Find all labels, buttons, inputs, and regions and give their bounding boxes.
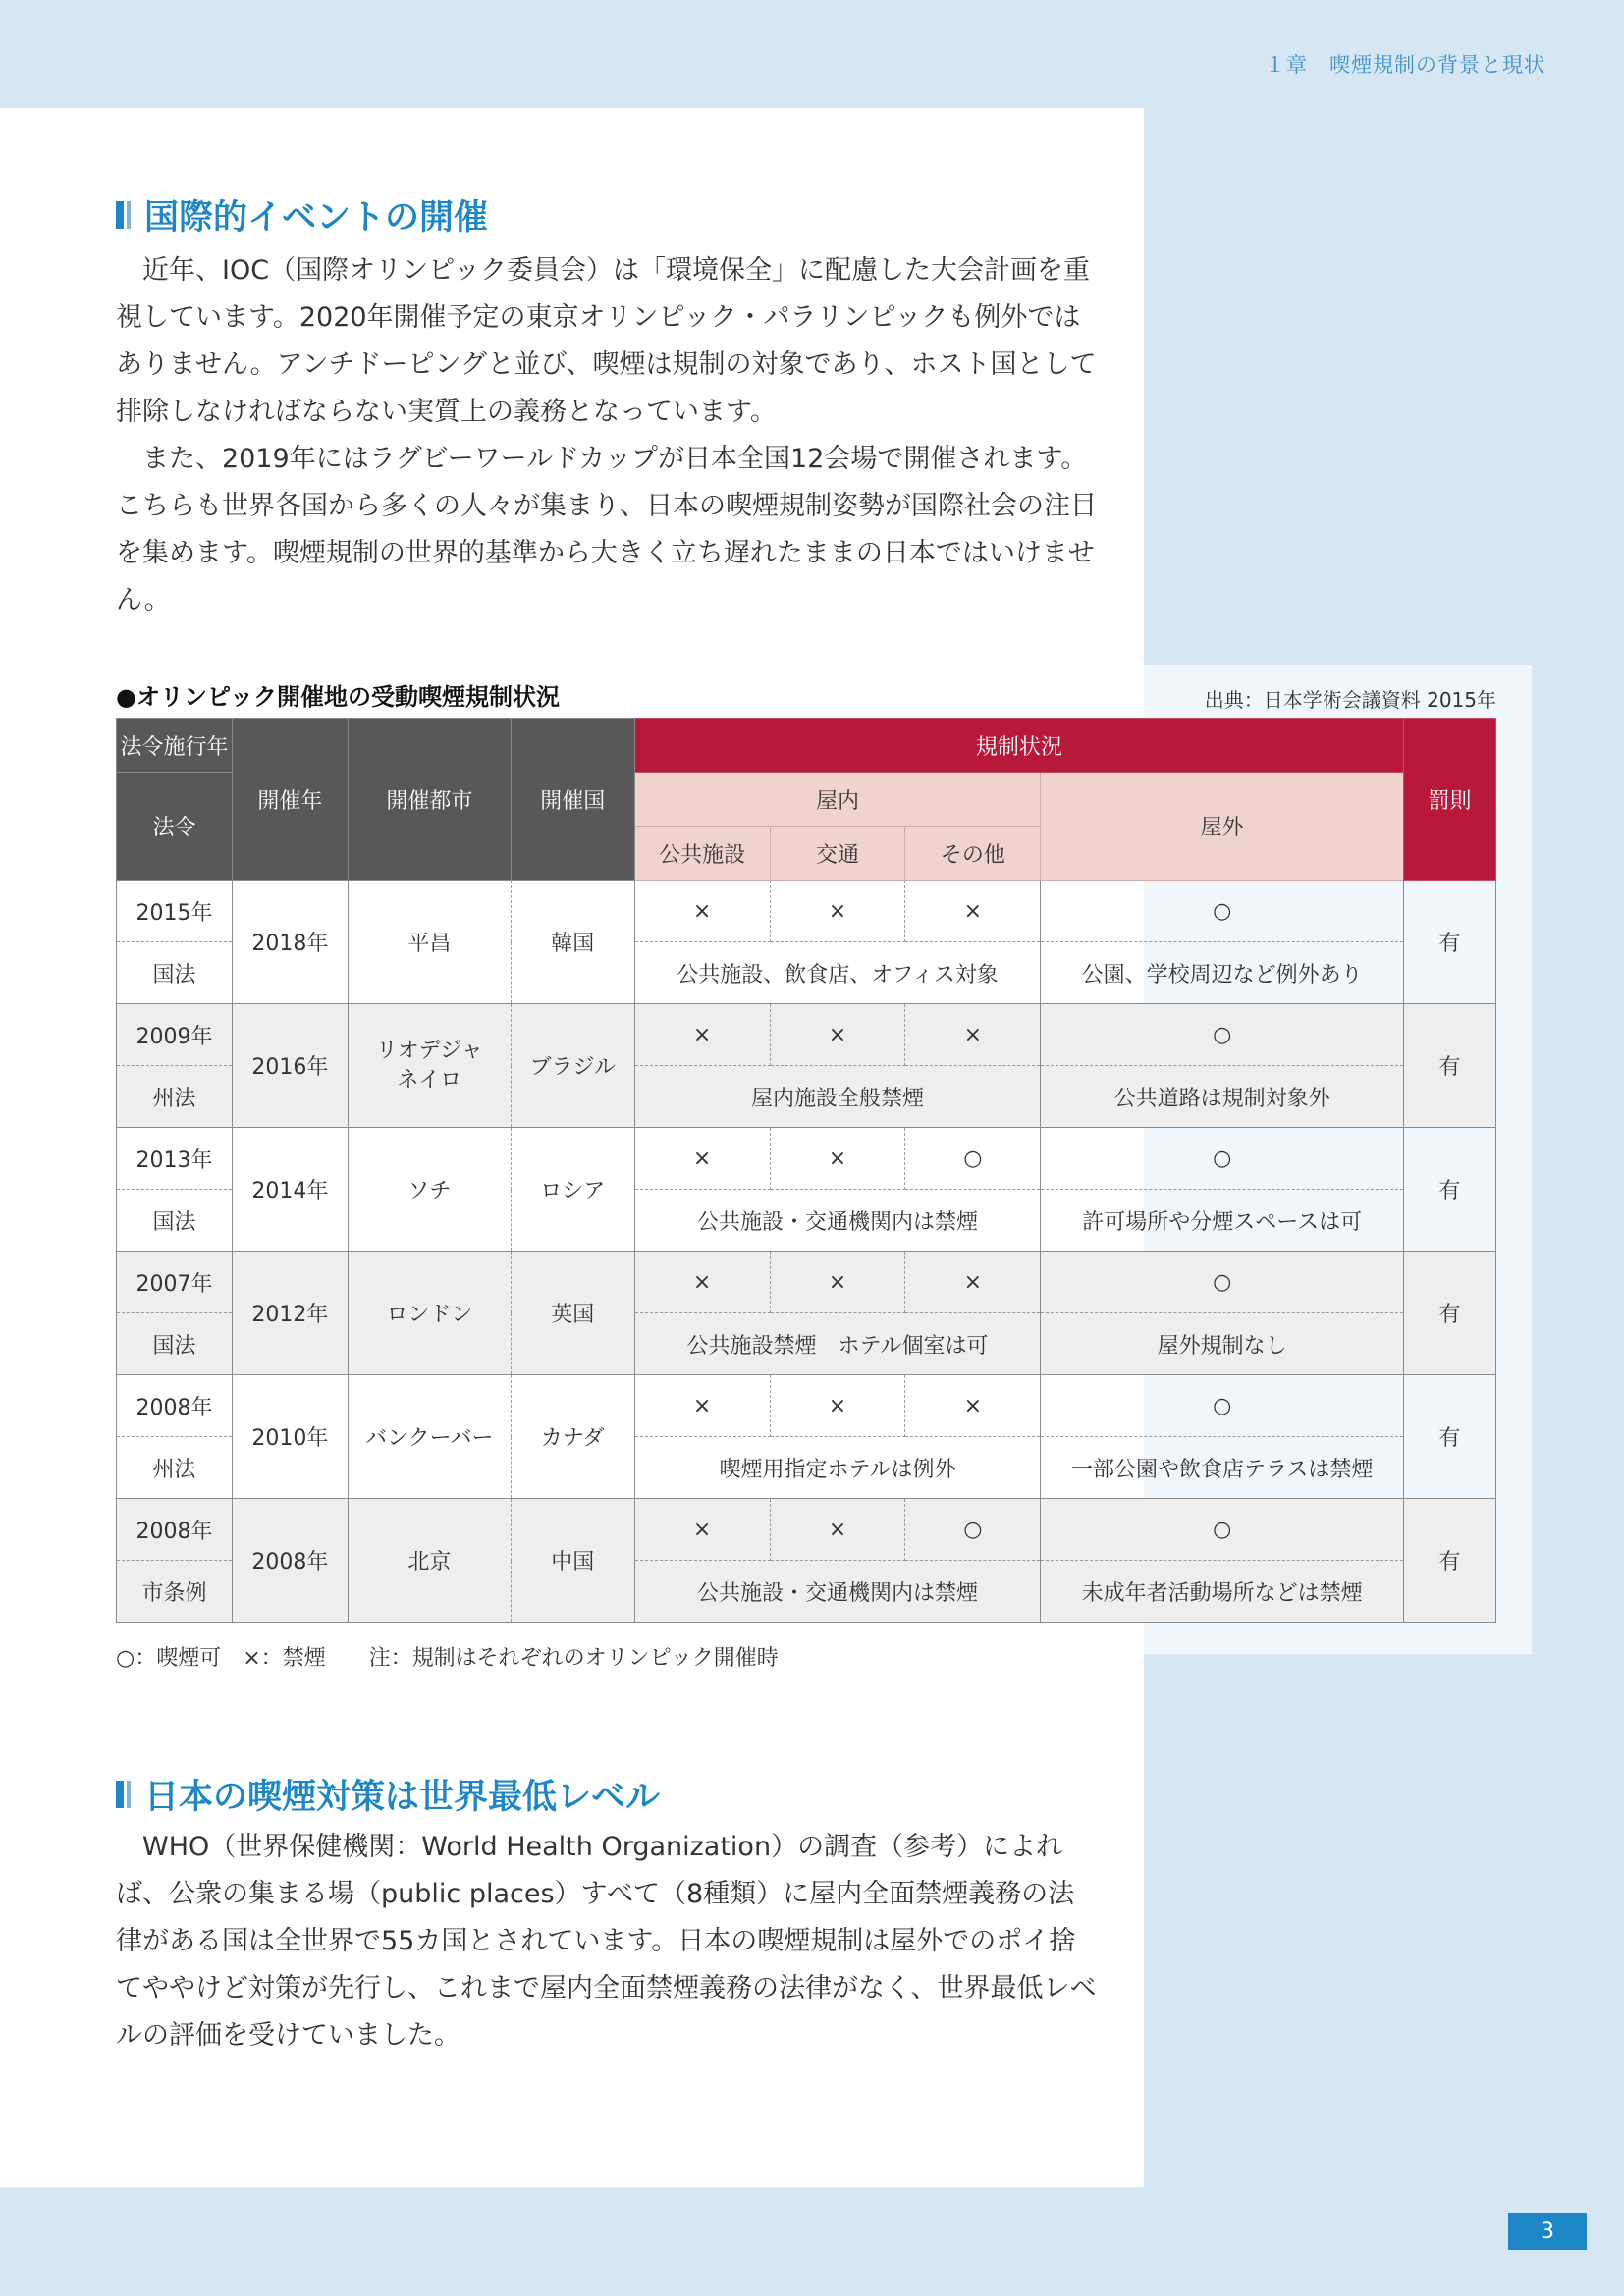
transport-cell: × xyxy=(770,1128,905,1190)
section-title: 日本の喫煙対策は世界最低レベル xyxy=(144,1778,661,1817)
heading-bar-icon xyxy=(116,201,131,229)
penalty-cell: 有 xyxy=(1404,1252,1496,1375)
transport-cell: × xyxy=(770,1252,905,1313)
section-heading-japan-lowest-level xyxy=(116,1770,660,1819)
page-number: 3 xyxy=(1508,2213,1587,2250)
table-row xyxy=(117,1375,1496,1437)
heading-bar-icon xyxy=(116,1781,131,1808)
header-regulation-status: 規制状況 xyxy=(634,719,1403,773)
outdoor-note-cell: 公園、学校周辺など例外あり xyxy=(1041,942,1404,1004)
indoor-note-cell: 公共施設・交通機関内は禁煙 xyxy=(634,1561,1041,1623)
paragraph: また、2019年にはラグビーワールドカップが日本全国12会場で開催されます。こちらも世界各国から多くの人々が集まり、日本の喫煙規制姿勢が国際社会の注目を集めます。喫煙規制の世界的基準から大きく立ち遅れたままの日本ではいけません。 xyxy=(116,444,1097,615)
indoor-note-cell: 喫煙用指定ホテルは例外 xyxy=(634,1437,1041,1499)
header-penalty: 罰則 xyxy=(1404,719,1496,881)
host-year-cell: 2014年 xyxy=(232,1128,348,1252)
law-cell: 国法 xyxy=(117,942,233,1004)
host-year-cell: 2012年 xyxy=(232,1252,348,1375)
host-year-cell: 2016年 xyxy=(232,1004,348,1128)
outdoor-note-cell: 屋外規制なし xyxy=(1041,1313,1404,1375)
transport-cell: × xyxy=(770,1375,905,1437)
header-public-facility: 公共施設 xyxy=(634,827,770,881)
section1-body xyxy=(116,247,1098,624)
host-city-cell: リオデジャネイロ xyxy=(348,1004,511,1128)
header-host-country: 開催国 xyxy=(511,719,634,881)
host-year-cell: 2010年 xyxy=(232,1375,348,1499)
indoor-note-cell: 公共施設、飲食店、オフィス対象 xyxy=(634,942,1041,1004)
host-country-cell: ロシア xyxy=(511,1128,634,1252)
outdoor-note-cell: 一部公園や飲食店テラスは禁煙 xyxy=(1041,1437,1404,1499)
transport-cell: × xyxy=(770,881,905,942)
other-cell: ○ xyxy=(905,1128,1041,1190)
public-facility-cell: × xyxy=(634,1499,770,1561)
outdoor-cell: ○ xyxy=(1041,881,1404,942)
header-host-city: 開催都市 xyxy=(348,719,511,881)
host-city-cell: バンクーバー xyxy=(348,1375,511,1499)
indoor-note-cell: 公共施設・交通機関内は禁煙 xyxy=(634,1190,1041,1252)
enforced-year-cell: 2008年 xyxy=(117,1499,233,1561)
host-country-cell: 中国 xyxy=(511,1499,634,1623)
other-cell: ○ xyxy=(905,1499,1041,1561)
olympic-smoking-regulation-table xyxy=(116,718,1496,1623)
table-source: 出典：日本学術会議資料 2015年 xyxy=(1204,688,1496,712)
penalty-cell: 有 xyxy=(1404,881,1496,1004)
host-country-cell: 韓国 xyxy=(511,881,634,1004)
penalty-cell: 有 xyxy=(1404,1128,1496,1252)
law-cell: 国法 xyxy=(117,1313,233,1375)
law-cell: 国法 xyxy=(117,1190,233,1252)
header-other: その他 xyxy=(905,827,1041,881)
header-outdoor: 屋外 xyxy=(1041,773,1404,881)
other-cell: × xyxy=(905,881,1041,942)
outdoor-cell: ○ xyxy=(1041,1128,1404,1190)
law-cell: 市条例 xyxy=(117,1561,233,1623)
indoor-note-cell: 公共施設禁煙 ホテル個室は可 xyxy=(634,1313,1041,1375)
outdoor-cell: ○ xyxy=(1041,1375,1404,1437)
paragraph: 近年、IOC（国際オリンピック委員会）は「環境保全」に配慮した大会計画を重視しています。2020年開催予定の東京オリンピック・パラリンピックも例外ではありません。アンチドーピングと並び、喫煙は規制の対象であり、ホスト国として排除しなければならない実質上の義務となっています。 xyxy=(116,255,1097,427)
enforced-year-cell: 2007年 xyxy=(117,1252,233,1313)
header-enforced-year: 法令施行年 xyxy=(117,719,233,773)
other-cell: × xyxy=(905,1004,1041,1066)
host-year-cell: 2018年 xyxy=(232,881,348,1004)
table-row xyxy=(117,1499,1496,1561)
law-cell: 州法 xyxy=(117,1437,233,1499)
law-cell: 州法 xyxy=(117,1066,233,1128)
table-row xyxy=(117,1128,1496,1190)
other-cell: × xyxy=(905,1252,1041,1313)
outdoor-note-cell: 未成年者活動場所などは禁煙 xyxy=(1041,1561,1404,1623)
enforced-year-cell: 2013年 xyxy=(117,1128,233,1190)
outdoor-note-cell: 許可場所や分煙スペースは可 xyxy=(1041,1190,1404,1252)
table-legend: ○：喫煙可 ×：禁煙 注：規制はそれぞれのオリンピック開催時 xyxy=(116,1646,779,1671)
enforced-year-cell: 2008年 xyxy=(117,1375,233,1437)
outdoor-note-cell: 公共道路は規制対象外 xyxy=(1041,1066,1404,1128)
chapter-header: １章 喫煙規制の背景と現状 xyxy=(1265,53,1545,77)
table-row xyxy=(117,881,1496,942)
public-facility-cell: × xyxy=(634,1375,770,1437)
public-facility-cell: × xyxy=(634,1252,770,1313)
host-city-cell: 北京 xyxy=(348,1499,511,1623)
table-row xyxy=(117,1252,1496,1313)
other-cell: × xyxy=(905,1375,1041,1437)
penalty-cell: 有 xyxy=(1404,1375,1496,1499)
section2-body xyxy=(116,1824,1098,2059)
penalty-cell: 有 xyxy=(1404,1499,1496,1623)
outdoor-cell: ○ xyxy=(1041,1499,1404,1561)
transport-cell: × xyxy=(770,1004,905,1066)
public-facility-cell: × xyxy=(634,1004,770,1066)
section-heading-international-events xyxy=(116,190,488,240)
penalty-cell: 有 xyxy=(1404,1004,1496,1128)
public-facility-cell: × xyxy=(634,1128,770,1190)
header-indoor: 屋内 xyxy=(634,773,1041,827)
header-law: 法令 xyxy=(117,773,233,881)
host-city-cell: ソチ xyxy=(348,1128,511,1252)
host-city-cell: 平昌 xyxy=(348,881,511,1004)
table-caption: ●オリンピック開催地の受動喫煙規制状況 xyxy=(116,683,560,711)
host-country-cell: ブラジル xyxy=(511,1004,634,1128)
indoor-note-cell: 屋内施設全般禁煙 xyxy=(634,1066,1041,1128)
host-country-cell: カナダ xyxy=(511,1375,634,1499)
table-row xyxy=(117,1004,1496,1066)
host-country-cell: 英国 xyxy=(511,1252,634,1375)
enforced-year-cell: 2009年 xyxy=(117,1004,233,1066)
section-title: 国際的イベントの開催 xyxy=(144,198,489,238)
outdoor-cell: ○ xyxy=(1041,1252,1404,1313)
host-year-cell: 2008年 xyxy=(232,1499,348,1623)
host-city-cell: ロンドン xyxy=(348,1252,511,1375)
public-facility-cell: × xyxy=(634,881,770,942)
header-transport: 交通 xyxy=(770,827,905,881)
enforced-year-cell: 2015年 xyxy=(117,881,233,942)
transport-cell: × xyxy=(770,1499,905,1561)
outdoor-cell: ○ xyxy=(1041,1004,1404,1066)
paragraph: WHO（世界保健機関：World Health Organization）の調査（参考）によれば、公衆の集まる場（public places）すべて（8種類）に屋内全面禁煙義務の法律がある国は全世界で55カ国とされています。日本の喫煙規制は屋外でのポイ捨てややけど対策が先行し、これまで屋内全面禁煙義務の法律がなく、世界最低レベルの評価を受けていました。 xyxy=(116,1832,1097,2051)
header-host-year: 開催年 xyxy=(232,719,348,881)
